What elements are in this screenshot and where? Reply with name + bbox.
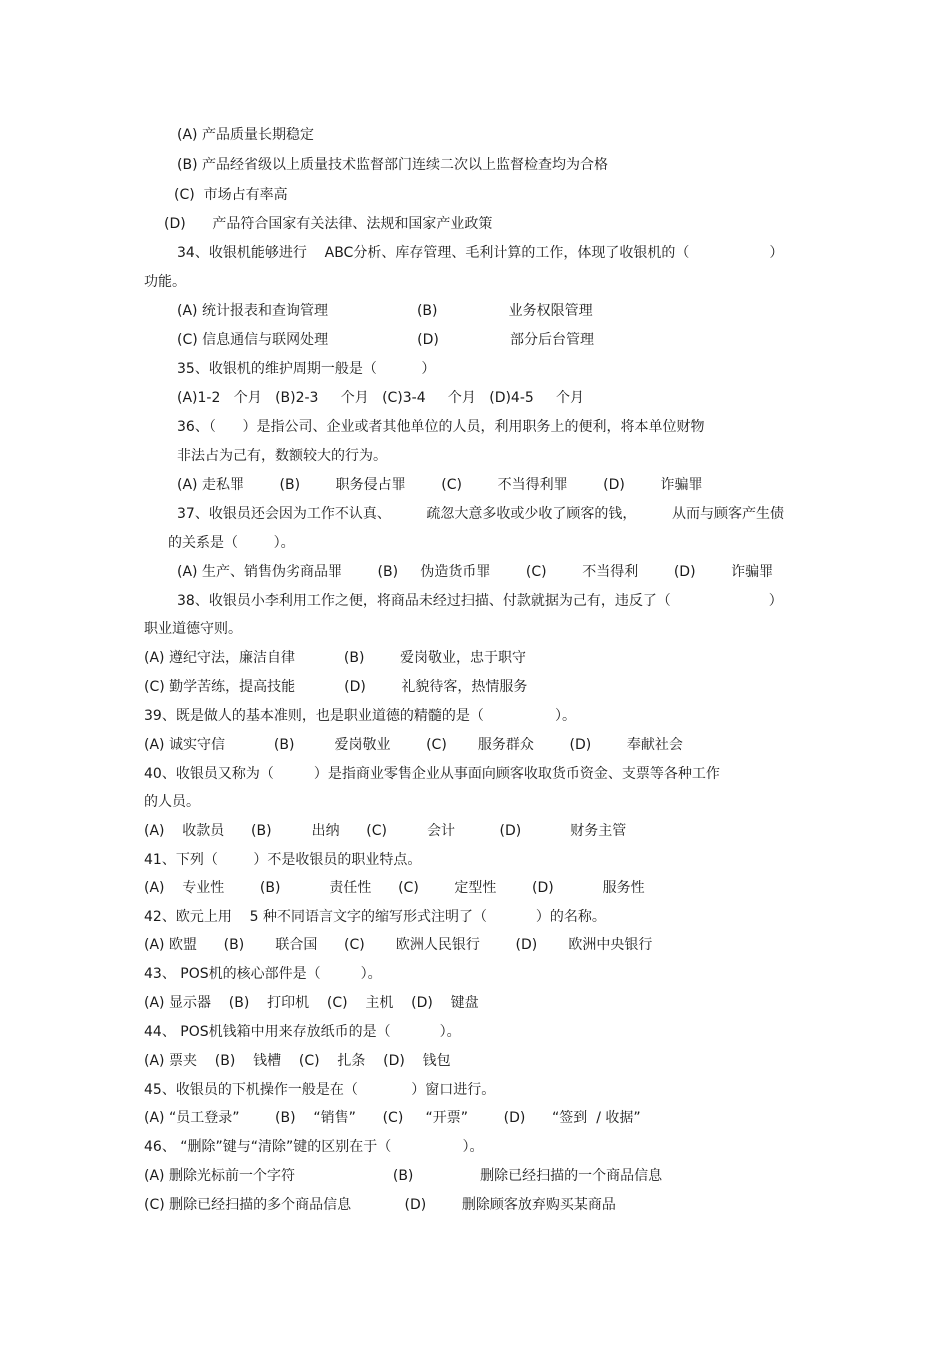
question-44: 44、 POS机钱箱中用来存放纸币的是（ ）。 — [144, 1024, 461, 1040]
option-line: (A) 统计报表和查询管理 (B) 业务权限管理 — [177, 303, 593, 319]
question-text: 非法占为己有，数额较大的行为。 — [177, 448, 387, 464]
question-text: 的人员。 — [144, 794, 200, 810]
question-text: 功能。 — [144, 274, 186, 290]
question-38: 38、收银员小李利用工作之便，将商品未经过扫描、付款就据为己有，违反了（ ） — [177, 593, 783, 609]
question-text: 的关系是（ ）。 — [168, 535, 295, 551]
option-line: (A) 遵纪守法，廉洁自律 (B) 爱岗敬业，忠于职守 — [144, 650, 527, 666]
option-line: (A) 诚实守信 (B) 爱岗敬业 (C) 服务群众 (D) 奉献社会 — [144, 737, 683, 753]
question-37: 37、收银员还会因为工作不认真、 疏忽大意多收或少收了顾客的钱， 从而与顾客产生债 — [177, 506, 785, 522]
question-43: 43、 POS机的核心部件是（ ）。 — [144, 966, 382, 982]
question-46: 46、 “删除”键与“清除”键的区别在于（ ）。 — [144, 1139, 484, 1155]
option-line: (A) 收款员 (B) 出纳 (C) 会计 (D) 财务主管 — [144, 823, 627, 839]
question-35: 35、收银机的维护周期一般是（ ） — [177, 361, 436, 377]
option-line: (A) 欧盟 (B) 联合国 (C) 欧洲人民银行 (D) 欧洲中央银行 — [144, 937, 653, 953]
question-41: 41、下列（ ）不是收银员的职业特点。 — [144, 852, 422, 868]
option-line: (A) 票夹 (B) 钱槽 (C) 扎条 (D) 钱包 — [144, 1053, 451, 1069]
option-line: (A) 专业性 (B) 责任性 (C) 定型性 (D) 服务性 — [144, 880, 645, 896]
option-line: (A)1-2 个月 (B)2-3 个月 (C)3-4 个月 (D)4-5 个月 — [177, 390, 585, 406]
question-45: 45、收银员的下机操作一般是在（ ）窗口进行。 — [144, 1082, 496, 1098]
option-line: (B) 产品经省级以上质量技术监督部门连续二次以上监督检查均为合格 — [177, 157, 608, 173]
option-line: (A) “员工登录” (B) “销售” (C) “开票” (D) “签到 / 收据” — [144, 1110, 641, 1126]
option-line: (A) 走私罪 (B) 职务侵占罪 (C) 不当得利罪 (D) 诈骗罪 — [177, 477, 703, 493]
option-line: (C) 勤学苦练，提高技能 (D) 礼貌待客，热情服务 — [144, 679, 528, 695]
question-text: 职业道德守则。 — [144, 621, 242, 637]
question-40: 40、收银员又称为（ ）是指商业零售企业从事面向顾客收取货币资金、支票等各种工作 — [144, 766, 720, 782]
option-line: (C) 信息通信与联网处理 (D) 部分后台管理 — [177, 332, 595, 348]
question-34: 34、收银机能够进行 ABC分析、库存管理、毛利计算的工作，体现了收银机的（ ） — [177, 245, 784, 261]
option-line: (C) 市场占有率高 — [174, 187, 288, 203]
question-36: 36、（ ）是指公司、企业或者其他单位的人员，利用职务上的便利，将本单位财物 — [177, 419, 705, 435]
option-line: (A) 删除光标前一个字符 (B) 删除已经扫描的一个商品信息 — [144, 1168, 663, 1184]
question-42: 42、欧元上用 5 种不同语言文字的缩写形式注明了（ ）的名称。 — [144, 909, 606, 925]
option-line: (C) 删除已经扫描的多个商品信息 (D) 删除顾客放弃购买某商品 — [144, 1197, 616, 1213]
option-line: (D) 产品符合国家有关法律、法规和国家产业政策 — [164, 216, 493, 232]
option-line: (A) 产品质量长期稳定 — [177, 127, 314, 143]
option-line: (A) 生产、销售伪劣商品罪 (B) 伪造货币罪 (C) 不当得利 (D) 诈骗罪 — [177, 564, 774, 580]
option-line: (A) 显示器 (B) 打印机 (C) 主机 (D) 键盘 — [144, 995, 479, 1011]
question-39: 39、既是做人的基本准则，也是职业道德的精髓的是（ ）。 — [144, 708, 577, 724]
